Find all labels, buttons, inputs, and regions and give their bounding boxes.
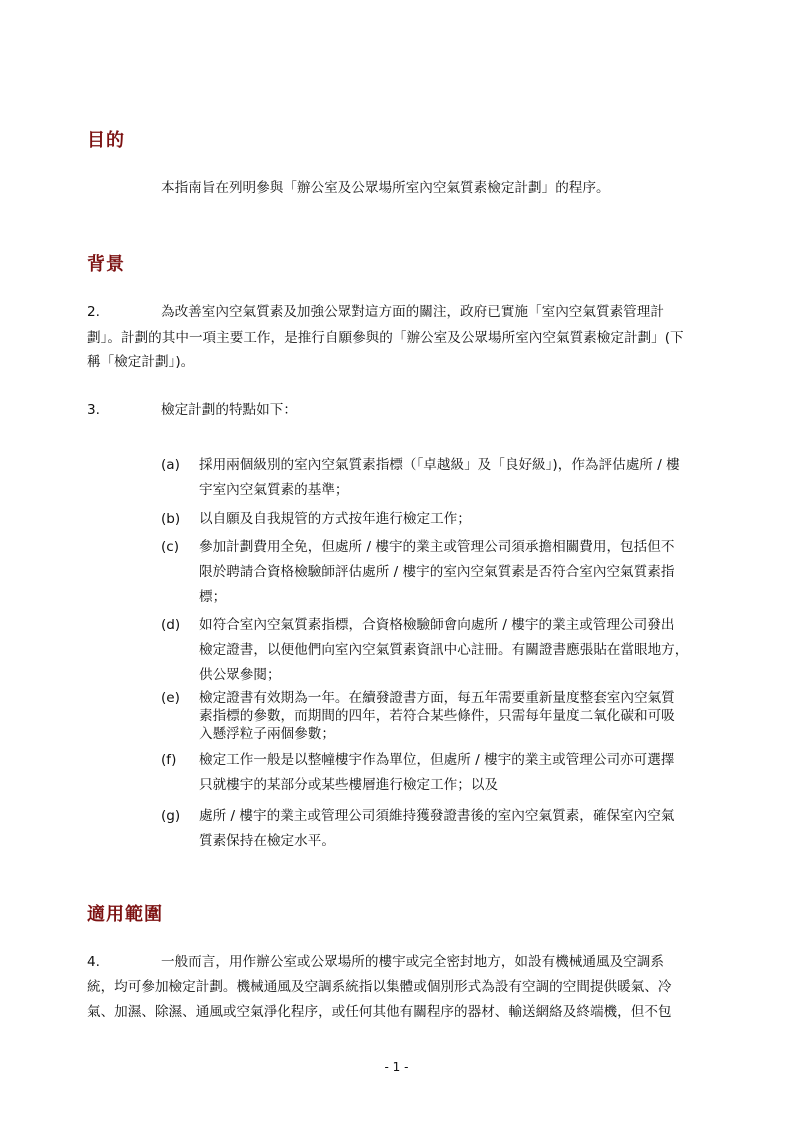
paragraph-2-line-3: 稱「檢定計劃」)。 — [87, 354, 195, 370]
list-item-line: 如符合室內空氣質素指標，合資格檢驗師會向處所 / 樓宇的業主或管理公司發出 — [199, 617, 675, 633]
list-item-line: 素指標的參數，而期間的四年，若符合某些條件，只需每年量度二氧化碳和可吸 — [199, 708, 675, 724]
list-item-line: 檢定工作一般是以整幢樓宇作為單位，但處所 / 樓宇的業主或管理公司亦可選擇 — [199, 752, 675, 768]
list-item-label: (e) — [161, 690, 180, 706]
list-item-line: 供公眾參閱； — [199, 667, 281, 683]
list-item-line: 質素保持在檢定水平。 — [199, 833, 335, 849]
list-item-line: 入懸浮粒子兩個參數； — [199, 726, 335, 742]
paragraph-4-line-2: 統，均可參加檢定計劃。機械通風及空調系統指以集體或個別形式為設有空調的空間提供暖氣、冷 — [87, 979, 672, 995]
list-item-label: (d) — [161, 617, 181, 633]
list-item-line: 標； — [199, 589, 227, 605]
list-item-body — [199, 535, 719, 610]
paragraph-4-number: 4. — [87, 954, 100, 970]
list-item-body — [199, 453, 719, 503]
paragraph-2-line-1: 為改善室內空氣質素及加強公眾對這方面的關注，政府已實施「室內空氣質素管理計 — [161, 304, 664, 320]
list-item-line: 採用兩個級別的室內空氣質素指標（「卓越級」及「良好級」)，作為評估處所 / 樓 — [199, 457, 680, 473]
list-item-body — [199, 748, 719, 798]
list-item-line: 以自願及自我規管的方式按年進行檢定工作； — [199, 511, 471, 527]
list-item-line: 只就樓宇的某部分或某些樓層進行檢定工作；以及 — [199, 777, 499, 793]
list-item-body — [199, 804, 719, 854]
heading-scope: 適用範圍 — [87, 904, 163, 925]
list-item-line: 參加計劃費用全免，但處所 / 樓宇的業主或管理公司須承擔相關費用，包括但不 — [199, 539, 675, 555]
paragraph-3-number: 3. — [87, 402, 100, 418]
paragraph-2-number: 2. — [87, 304, 100, 320]
paragraph-4-line-1: 一般而言，用作辦公室或公眾場所的樓宇或完全密封地方，如設有機械通風及空調系 — [161, 954, 664, 970]
list-item-line: 檢定證書，以便他們向室內空氣質素資訊中心註冊。有關證書應張貼在當眼地方， — [199, 642, 689, 658]
list-item-body — [199, 689, 719, 743]
paragraph-3-intro: 檢定計劃的特點如下： — [161, 402, 297, 418]
purpose-text: 本指南旨在列明參與「辦公室及公眾場所室內空氣質素檢定計劃」的程序。 — [161, 180, 610, 196]
list-item-line: 限於聘請合資格檢驗師評估處所 / 樓宇的室內空氣質素是否符合室內空氣質素指 — [199, 564, 675, 580]
heading-background: 背景 — [87, 254, 125, 275]
list-item-line: 宇室內空氣質素的基準； — [199, 482, 349, 498]
list-item-label: (f) — [161, 752, 177, 768]
list-item-label: (b) — [161, 511, 181, 527]
heading-purpose: 目的 — [87, 130, 125, 151]
list-item-label: (a) — [161, 457, 180, 473]
paragraph-4-line-3: 氣、加濕、除濕、通風或空氣淨化程序，或任何其他有關程序的器材、輸送網絡及終端機，但不包 — [87, 1004, 672, 1020]
list-item-line: 檢定證書有效期為一年。在續發證書方面，每五年需要重新量度整套室內空氣質 — [199, 690, 675, 706]
list-item-body — [199, 507, 719, 532]
list-item-body — [199, 613, 719, 688]
list-item-line: 處所 / 樓宇的業主或管理公司須維持獲發證書後的室內空氣質素，確保室內空氣 — [199, 808, 675, 824]
list-item-label: (g) — [161, 808, 181, 824]
paragraph-2-line-2: 劃」。計劃的其中一項主要工作，是推行自願參與的「辦公室及公眾場所室內空氣質素檢定計劃」(下 — [87, 330, 684, 346]
page-number: - 1 - — [384, 1060, 409, 1074]
list-item-label: (c) — [161, 539, 180, 555]
